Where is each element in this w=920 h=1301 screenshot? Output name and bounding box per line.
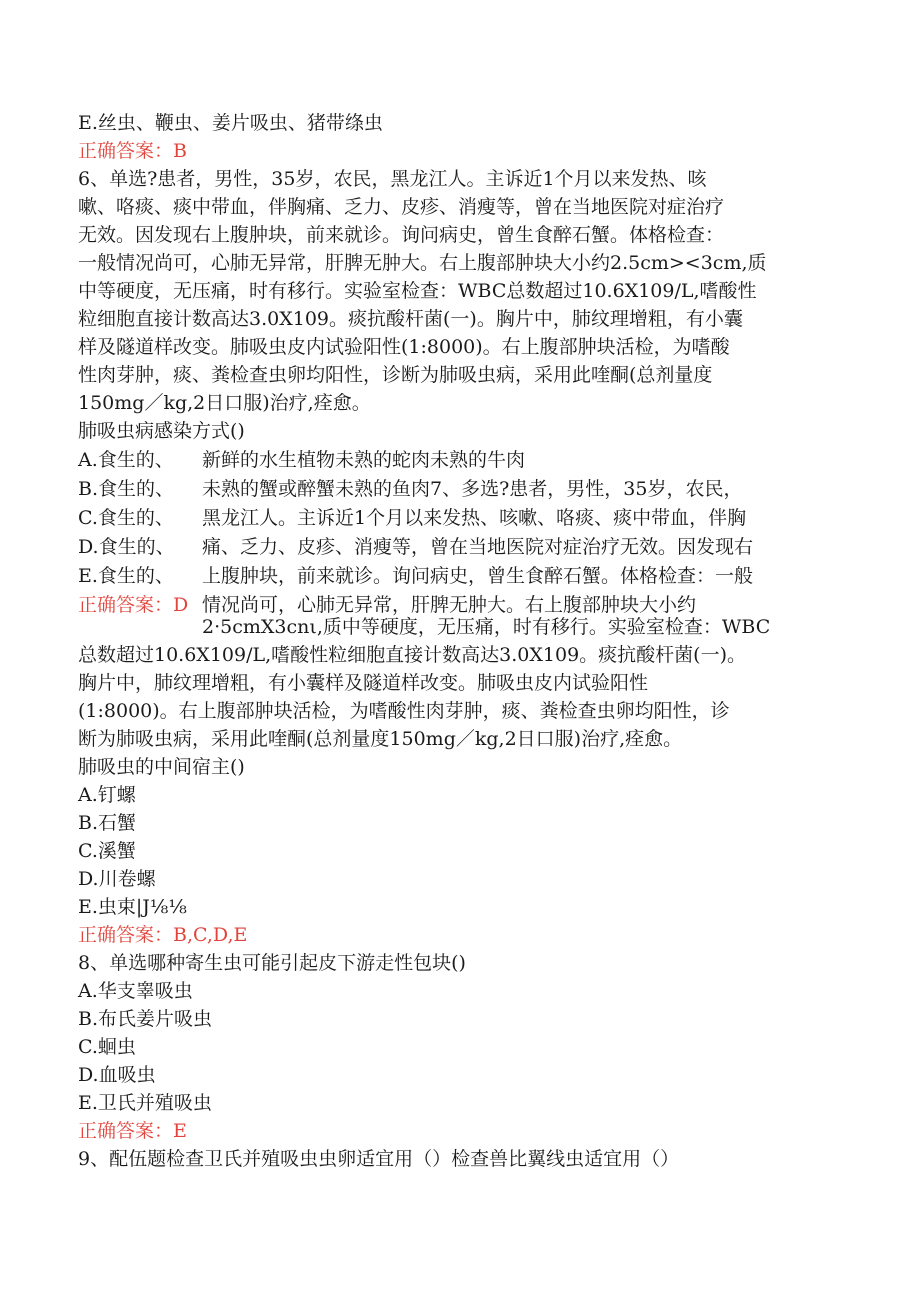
q6-line-3: 无效。因发现右上腹肿块，前来就诊。询问病史，曾生食醉石蟹。体格检查： xyxy=(78,224,725,246)
q7-option-e: E.虫束|J⅛⅛ xyxy=(78,896,187,918)
q7-option-b: B.石蟹 xyxy=(78,812,137,834)
overlap-line-3: 黑龙江人。主诉近1个月以来发热、咳嗽、咯痰、痰中带血，伴胸 xyxy=(202,507,747,529)
q6-option-e: E.食生的、 xyxy=(78,565,174,587)
q8-option-e: E.卫氏并殖吸虫 xyxy=(78,1092,212,1114)
overlap-line-7: 2·5cmX3cnι,质中等硬度，无压痛，时有移行。实验室检查：WBC xyxy=(202,616,771,638)
q6-option-b: B.食生的、 xyxy=(78,478,175,500)
overlap-line-6: 情况尚可，心肺无异常，肝脾无肿大。右上腹部肿块大小约 xyxy=(202,594,697,616)
overlap-line-1: 新鲜的水生植物未熟的蛇肉未熟的牛肉 xyxy=(202,449,526,471)
q6-line-9: 150mg／kg,2日口服)治疗,痊愈。 xyxy=(78,392,371,414)
q7-line-3: (1:8000)。右上腹部肿块活检，为嗜酸性肉芽肿，痰、粪检查虫卵均阳性，诊 xyxy=(78,700,730,722)
q6-question: 肺吸虫病感染方式() xyxy=(78,420,245,442)
q7-line-2: 胸片中，肺纹理增粗，有小囊样及隧道样改变。肺吸虫皮内试验阳性 xyxy=(78,672,649,694)
q8-question: 8、单选哪种寄生虫可能引起皮下游走性包块() xyxy=(78,952,466,974)
q8-option-a: A.华支睾吸虫 xyxy=(78,980,193,1002)
q6-line-8: 性肉芽肿，痰、粪检查虫卵均阳性，诊断为肺吸虫病，采用此喹酮(总剂量度 xyxy=(78,364,713,386)
q6-option-d: D.食生的、 xyxy=(78,536,175,558)
overlap-line-4: 痛、乏力、皮疹、消瘦等，曾在当地医院对症治疗无效。因发现右 xyxy=(202,536,754,558)
q6-option-a: A.食生的、 xyxy=(78,449,174,471)
q6-line-4: 一般情况尚可，心肺无异常，肝脾无肿大。右上腹部肿块大小约2.5cm><3cm,质 xyxy=(78,252,767,274)
q7-line-4: 断为肺吸虫病，采用此喹酮(总剂量度150mg／kg,2日口服)治疗,痊愈。 xyxy=(78,728,683,750)
overlap-line-2: 未熟的蟹或醉蟹未熟的鱼肉7、多选?患者，男性，35岁，农民， xyxy=(202,478,743,500)
q7-option-d: D.川卷螺 xyxy=(78,868,156,890)
overlap-line-5: 上腹肿块，前来就诊。询问病史，曾生食醉石蟹。体格检查：一般 xyxy=(202,565,754,587)
q6-line-2: 嗽、咯痰、痰中带血，伴胸痛、乏力、皮疹、消瘦等，曾在当地医院对症治疗 xyxy=(78,196,725,218)
q7-answer: 正确答案：B,C,D,E xyxy=(78,924,248,946)
answer-prev: 正确答案：B xyxy=(78,140,187,162)
q7-question: 肺吸虫的中间宿主() xyxy=(78,756,245,778)
q6-option-c: C.食生的、 xyxy=(78,507,174,529)
q6-line-1: 6、单选?患者，男性，35岁，农民，黑龙江人。主诉近1个月以来发热、咳 xyxy=(78,168,707,190)
q7-line-1: 总数超过10.6X109/L,嗜酸性粒细胞直接计数高达3.0X109。痰抗酸杆菌(一)。 xyxy=(78,644,746,666)
q7-option-a: A.钉螺 xyxy=(78,784,136,806)
q8-option-c: C.蛔虫 xyxy=(78,1036,136,1058)
q6-line-5: 中等硬度，无压痛，时有移行。实验室检查：WBC总数超过10.6X109/L,嗜酸性 xyxy=(78,280,757,302)
q8-answer: 正确答案：E xyxy=(78,1120,187,1142)
q8-option-d: D.血吸虫 xyxy=(78,1064,156,1086)
q6-line-6: 粒细胞直接计数高达3.0X109。痰抗酸杆菌(一)。胸片中，肺纹理增粗，有小囊 xyxy=(78,308,743,330)
q6-answer: 正确答案：D xyxy=(78,594,189,616)
q9-question: 9、配伍题检查卫氏并殖吸虫虫卵适宜用（）检查兽比翼线虫适宜用（） xyxy=(78,1148,680,1170)
q8-option-b: B.布氏姜片吸虫 xyxy=(78,1008,213,1030)
q6-line-7: 样及隧道样改变。肺吸虫皮内试验阳性(1:8000)。右上腹部肿块活检，为嗜酸 xyxy=(78,336,730,358)
option-e-prev: E.丝虫、鞭虫、姜片吸虫、猪带绦虫 xyxy=(78,112,383,134)
q7-option-c: C.溪蟹 xyxy=(78,840,136,862)
